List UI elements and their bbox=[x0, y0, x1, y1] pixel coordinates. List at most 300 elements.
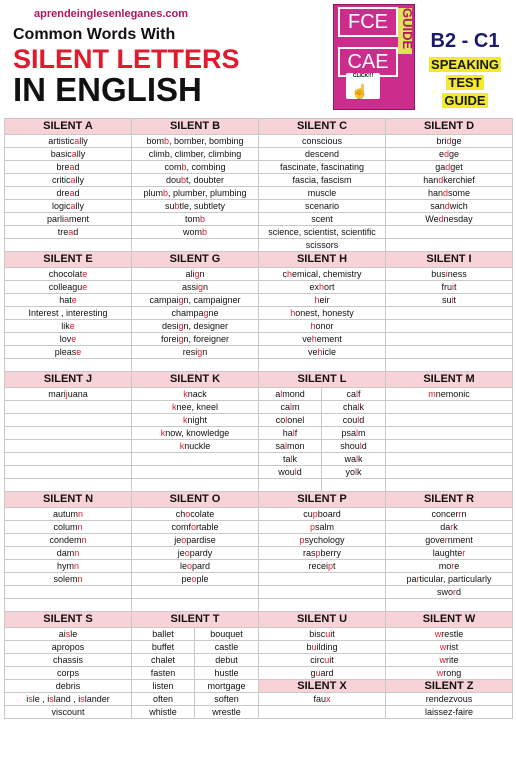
silent-letter: w bbox=[434, 629, 442, 639]
word-cell bbox=[386, 440, 513, 453]
word-cell bbox=[386, 599, 513, 612]
silent-letter: k bbox=[179, 441, 185, 451]
word-cell: sword bbox=[386, 586, 513, 599]
silent-letter: r bbox=[462, 548, 466, 558]
word-cell: whistle bbox=[132, 706, 195, 719]
silent-letter: l bbox=[292, 428, 295, 438]
word-cell: tomb bbox=[132, 213, 259, 226]
silent-letter: b bbox=[200, 214, 206, 224]
silent-letter: a bbox=[63, 214, 69, 224]
word-cell: circuit bbox=[259, 654, 386, 667]
word-cell: faux bbox=[259, 693, 386, 706]
silent-letter: a bbox=[70, 201, 76, 211]
word-cell: apropos bbox=[5, 641, 132, 654]
table-row bbox=[5, 135, 513, 148]
word-cell: calm bbox=[259, 401, 322, 414]
silent-letter: b bbox=[163, 136, 169, 146]
word-cell: yolk bbox=[322, 466, 386, 479]
table-row bbox=[5, 586, 513, 599]
word-cell: jeopardise bbox=[132, 534, 259, 547]
silent-letter: r bbox=[451, 561, 455, 571]
silent-letter: o bbox=[186, 561, 192, 571]
silent-letter: b bbox=[174, 201, 180, 211]
word-cell: soften bbox=[195, 693, 259, 706]
silent-letter: r bbox=[444, 535, 448, 545]
word-cell: gadget bbox=[386, 161, 513, 174]
word-cell: tread bbox=[5, 226, 132, 239]
word-cell: champagne bbox=[132, 307, 259, 320]
word-cell: psalm bbox=[259, 521, 386, 534]
table-row bbox=[5, 599, 513, 612]
table-row bbox=[5, 693, 513, 706]
section-header-row bbox=[5, 252, 513, 268]
word-cell: listen bbox=[132, 680, 195, 693]
word-cell: condemn bbox=[5, 534, 132, 547]
silent-letter: n bbox=[77, 522, 83, 532]
word-cell: walk bbox=[322, 453, 386, 466]
word-cell bbox=[386, 427, 513, 440]
word-cell: government bbox=[386, 534, 513, 547]
word-cell: conscious bbox=[259, 135, 386, 148]
silent-letter: j bbox=[65, 389, 68, 399]
silent-letter: d bbox=[446, 136, 452, 146]
silent-letter: p bbox=[327, 561, 333, 571]
word-cell: assign bbox=[132, 281, 259, 294]
word-cell: love bbox=[5, 333, 132, 346]
silent-letter: u bbox=[315, 668, 321, 678]
column-header: SILENT C bbox=[259, 119, 386, 135]
table-row bbox=[5, 654, 513, 667]
table-row bbox=[5, 294, 513, 307]
silent-letter: e bbox=[71, 295, 77, 305]
silent-letter: r bbox=[450, 522, 454, 532]
word-cell: business bbox=[386, 268, 513, 281]
column-header: SILENT P bbox=[259, 492, 386, 508]
word-cell bbox=[132, 359, 259, 372]
silent-letter: p bbox=[315, 548, 321, 558]
word-cell: column bbox=[5, 521, 132, 534]
word-cell: knuckle bbox=[132, 440, 259, 453]
word-cell: fasten bbox=[132, 667, 195, 680]
word-cell bbox=[259, 586, 386, 599]
word-cell: could bbox=[322, 414, 386, 427]
silent-letter: b bbox=[162, 188, 168, 198]
word-cell: salmon bbox=[259, 440, 322, 453]
word-cell: bread bbox=[5, 161, 132, 174]
word-cell: heir bbox=[259, 294, 386, 307]
silent-letter: s bbox=[65, 629, 71, 639]
word-cell: hate bbox=[5, 294, 132, 307]
silent-letter: n bbox=[74, 561, 80, 571]
word-cell: particular, particularly bbox=[386, 573, 513, 586]
word-cell: knee, kneel bbox=[132, 401, 259, 414]
badge-line-1: SPEAKING bbox=[431, 57, 499, 72]
silent-letter: l bbox=[356, 389, 358, 399]
table-row bbox=[5, 706, 513, 719]
column-header: SILENT I bbox=[386, 252, 513, 268]
silent-letter: o bbox=[191, 574, 197, 584]
silent-letters-table bbox=[4, 118, 513, 719]
word-cell bbox=[386, 239, 513, 252]
word-cell: Wednesday bbox=[386, 213, 513, 226]
word-cell bbox=[386, 320, 513, 333]
silent-letter: p bbox=[312, 509, 318, 519]
silent-letter: o bbox=[185, 509, 191, 519]
table-row bbox=[5, 226, 513, 239]
word-cell: laissez-faire bbox=[386, 706, 513, 719]
silent-letter: a bbox=[69, 188, 75, 198]
silent-letter: n bbox=[74, 548, 80, 558]
silent-letter: n bbox=[77, 574, 83, 584]
word-cell bbox=[132, 479, 259, 492]
word-cell: castle bbox=[195, 641, 259, 654]
word-cell bbox=[5, 453, 132, 466]
silent-letter: h bbox=[317, 347, 323, 357]
word-cell bbox=[386, 479, 513, 492]
column-header: SILENT O bbox=[132, 492, 259, 508]
word-cell bbox=[132, 453, 259, 466]
word-cell: chassis bbox=[5, 654, 132, 667]
word-cell: campaign, campaigner bbox=[132, 294, 259, 307]
word-cell: mortgage bbox=[195, 680, 259, 693]
hand-pointer-icon: ☝ bbox=[351, 83, 369, 99]
silent-letter: p bbox=[299, 535, 305, 545]
column-header: SILENT G bbox=[132, 252, 259, 268]
word-cell: building bbox=[259, 641, 386, 654]
silent-letter: o bbox=[184, 548, 190, 558]
word-cell: climb, climber, climbing bbox=[132, 148, 259, 161]
table-row bbox=[5, 320, 513, 333]
silent-letter: g bbox=[203, 308, 209, 318]
word-cell: corps bbox=[5, 667, 132, 680]
word-cell: dark bbox=[386, 521, 513, 534]
word-cell: should bbox=[322, 440, 386, 453]
column-header: SILENT Z bbox=[386, 680, 513, 693]
silent-letter: l bbox=[280, 389, 283, 399]
word-cell: parliament bbox=[5, 213, 132, 226]
word-cell: solemn bbox=[5, 573, 132, 586]
silent-letter: l bbox=[356, 454, 358, 464]
section-header-row bbox=[5, 372, 513, 388]
silent-letter: l bbox=[285, 415, 288, 425]
word-cell: dread bbox=[5, 187, 132, 200]
word-cell: Interest , interesting bbox=[5, 307, 132, 320]
silent-letter: h bbox=[286, 269, 292, 279]
silent-letter: l bbox=[357, 415, 360, 425]
silent-letter: r bbox=[416, 574, 420, 584]
fce-cae-guide-book-image[interactable] bbox=[333, 4, 415, 110]
word-cell: knack bbox=[132, 388, 259, 401]
word-cell: honest, honesty bbox=[259, 307, 386, 320]
word-cell bbox=[386, 414, 513, 427]
word-cell: autumn bbox=[5, 508, 132, 521]
word-cell: psalm bbox=[322, 427, 386, 440]
word-cell: hymn bbox=[5, 560, 132, 573]
silent-letter: k bbox=[182, 415, 188, 425]
word-cell bbox=[5, 427, 132, 440]
table-row bbox=[5, 239, 513, 252]
silent-letter: i bbox=[445, 269, 448, 279]
word-cell: isle , island , islander bbox=[5, 693, 132, 706]
word-cell: chocolate bbox=[132, 508, 259, 521]
silent-letter: o bbox=[181, 535, 187, 545]
word-cell: almond bbox=[259, 388, 322, 401]
word-cell: colonel bbox=[259, 414, 322, 427]
silent-letter: d bbox=[445, 162, 451, 172]
word-cell: receipt bbox=[259, 560, 386, 573]
table-row bbox=[5, 307, 513, 320]
word-cell: critically bbox=[5, 174, 132, 187]
word-cell: bridge bbox=[386, 135, 513, 148]
word-cell bbox=[132, 466, 259, 479]
silent-letter: d bbox=[438, 214, 444, 224]
word-cell bbox=[386, 453, 513, 466]
word-cell: debut bbox=[195, 654, 259, 667]
word-cell: doubt, doubter bbox=[132, 174, 259, 187]
silent-letter: h bbox=[311, 334, 317, 344]
silent-letter: g bbox=[178, 334, 184, 344]
table-row bbox=[5, 200, 513, 213]
table-row bbox=[5, 667, 513, 680]
word-cell bbox=[132, 586, 259, 599]
word-cell bbox=[259, 599, 386, 612]
column-header: SILENT R bbox=[386, 492, 513, 508]
word-cell: viscount bbox=[5, 706, 132, 719]
table-row bbox=[5, 628, 513, 641]
word-cell bbox=[322, 479, 386, 492]
column-header: SILENT U bbox=[259, 612, 386, 628]
word-cell: fascia, fascism bbox=[259, 174, 386, 187]
word-cell: fruit bbox=[386, 281, 513, 294]
silent-letter: e bbox=[82, 269, 88, 279]
silent-letter: e bbox=[82, 282, 88, 292]
word-cell: plumb, plumber, plumbing bbox=[132, 187, 259, 200]
table-row bbox=[5, 534, 513, 547]
word-cell: handsome bbox=[386, 187, 513, 200]
word-cell: concerrn bbox=[386, 508, 513, 521]
silent-letter: h bbox=[290, 308, 296, 318]
word-cell: debris bbox=[5, 680, 132, 693]
title-line-3: IN ENGLISH bbox=[13, 71, 202, 108]
section-header-row bbox=[5, 119, 513, 135]
book-cae-label: CAE bbox=[338, 47, 398, 77]
word-cell: mnemonic bbox=[386, 388, 513, 401]
silent-letter: g bbox=[197, 282, 203, 292]
word-cell: fascinate, fascinating bbox=[259, 161, 386, 174]
table-row bbox=[5, 281, 513, 294]
table-row bbox=[5, 573, 513, 586]
silent-letter: l bbox=[290, 454, 293, 464]
word-cell bbox=[5, 599, 132, 612]
table-row bbox=[5, 680, 513, 693]
word-cell bbox=[386, 307, 513, 320]
word-cell bbox=[132, 599, 259, 612]
silent-letter: w bbox=[439, 655, 446, 665]
word-cell: chemical, chemistry bbox=[259, 268, 386, 281]
word-cell bbox=[5, 414, 132, 427]
word-cell bbox=[5, 401, 132, 414]
word-cell bbox=[5, 239, 132, 252]
word-cell: calf bbox=[322, 388, 386, 401]
table-row bbox=[5, 388, 513, 401]
word-cell: bomb, bomber, bombing bbox=[132, 135, 259, 148]
table-row bbox=[5, 427, 513, 440]
silent-letter: n bbox=[81, 535, 87, 545]
silent-letter: l bbox=[357, 402, 360, 412]
word-cell bbox=[386, 466, 513, 479]
word-cell bbox=[5, 440, 132, 453]
column-header: SILENT K bbox=[132, 372, 259, 388]
word-cell: logically bbox=[5, 200, 132, 213]
table-row bbox=[5, 161, 513, 174]
table-row bbox=[5, 401, 513, 414]
table-row bbox=[5, 560, 513, 573]
silent-letter: b bbox=[181, 162, 187, 172]
table-row bbox=[5, 508, 513, 521]
word-cell: muscle bbox=[259, 187, 386, 200]
word-cell: wrestle bbox=[386, 628, 513, 641]
word-cell bbox=[386, 346, 513, 359]
word-cell: biscuit bbox=[259, 628, 386, 641]
speaking-test-guide-badge bbox=[415, 56, 515, 110]
word-cell bbox=[5, 466, 132, 479]
word-cell: foreign, foreigner bbox=[132, 333, 259, 346]
silent-letter: g bbox=[178, 295, 184, 305]
silent-letter: g bbox=[194, 269, 200, 279]
word-cell bbox=[259, 359, 386, 372]
word-cell: cupboard bbox=[259, 508, 386, 521]
word-cell bbox=[5, 479, 132, 492]
word-cell bbox=[259, 706, 386, 719]
word-cell: knight bbox=[132, 414, 259, 427]
word-cell: hustle bbox=[195, 667, 259, 680]
silent-letter: l bbox=[285, 441, 287, 451]
silent-letter: w bbox=[436, 668, 444, 678]
word-cell: vehicle bbox=[259, 346, 386, 359]
silent-letter: a bbox=[70, 175, 76, 185]
site-url[interactable]: aprendeinglesenleganes.com bbox=[34, 8, 189, 20]
silent-letter: k bbox=[171, 402, 177, 412]
word-cell: raspberry bbox=[259, 547, 386, 560]
silent-letter: d bbox=[443, 149, 449, 159]
word-cell: talk bbox=[259, 453, 322, 466]
column-header: SILENT X bbox=[259, 680, 386, 693]
silent-letter: r bbox=[453, 587, 456, 597]
word-cell: write bbox=[386, 654, 513, 667]
silent-letter: e bbox=[69, 321, 75, 331]
silent-letter: s bbox=[80, 694, 85, 704]
table-row bbox=[5, 174, 513, 187]
table-row bbox=[5, 521, 513, 534]
word-cell: bouquet bbox=[195, 628, 259, 641]
word-cell: laughter bbox=[386, 547, 513, 560]
silent-letter: s bbox=[28, 694, 33, 704]
table-row bbox=[5, 466, 513, 479]
word-cell: buffet bbox=[132, 641, 195, 654]
silent-letter: a bbox=[68, 227, 74, 237]
table-row bbox=[5, 346, 513, 359]
silent-letter: h bbox=[318, 282, 324, 292]
word-cell: scent bbox=[259, 213, 386, 226]
word-cell: scenario bbox=[259, 200, 386, 213]
silent-letter: l bbox=[359, 441, 362, 451]
badge-line-2: TEST bbox=[448, 75, 482, 90]
word-cell: wrong bbox=[386, 667, 513, 680]
table-row bbox=[5, 641, 513, 654]
word-cell: design, designer bbox=[132, 320, 259, 333]
word-cell: wrist bbox=[386, 641, 513, 654]
column-header: SILENT L bbox=[259, 372, 386, 388]
title-line-1: Common Words With bbox=[13, 26, 176, 43]
silent-letter: b bbox=[202, 227, 208, 237]
table-row bbox=[5, 333, 513, 346]
word-cell: marijuana bbox=[5, 388, 132, 401]
word-cell: often bbox=[132, 693, 195, 706]
word-cell bbox=[5, 359, 132, 372]
silent-letter: h bbox=[310, 321, 316, 331]
word-cell: align bbox=[132, 268, 259, 281]
silent-letter: l bbox=[294, 467, 297, 477]
silent-letter: d bbox=[443, 188, 449, 198]
word-cell: handkerchief bbox=[386, 174, 513, 187]
word-cell: colleague bbox=[5, 281, 132, 294]
silent-letter: d bbox=[438, 175, 444, 185]
table-row bbox=[5, 479, 513, 492]
word-cell: honor bbox=[259, 320, 386, 333]
word-cell: vehement bbox=[259, 333, 386, 346]
word-cell: people bbox=[132, 573, 259, 586]
word-cell: subtle, subtlety bbox=[132, 200, 259, 213]
section-header-row bbox=[5, 612, 513, 628]
word-cell: wrestle bbox=[195, 706, 259, 719]
table-row bbox=[5, 213, 513, 226]
silent-letter: r bbox=[458, 509, 462, 519]
word-cell bbox=[386, 226, 513, 239]
word-cell: basically bbox=[5, 148, 132, 161]
column-header: SILENT M bbox=[386, 372, 513, 388]
silent-letter: k bbox=[160, 428, 166, 438]
table-row bbox=[5, 453, 513, 466]
column-header: SILENT W bbox=[386, 612, 513, 628]
silent-letter: a bbox=[71, 149, 77, 159]
word-cell: aisle bbox=[5, 628, 132, 641]
word-cell: guard bbox=[259, 667, 386, 680]
word-cell: comfortable bbox=[132, 521, 259, 534]
word-cell: chalet bbox=[132, 654, 195, 667]
word-cell: exhort bbox=[259, 281, 386, 294]
column-header: SILENT D bbox=[386, 119, 513, 135]
silent-letter: m bbox=[428, 389, 436, 399]
book-fce-label: FCE bbox=[338, 7, 398, 37]
word-cell: sandwich bbox=[386, 200, 513, 213]
silent-letter: e bbox=[76, 347, 82, 357]
word-cell: artistically bbox=[5, 135, 132, 148]
word-cell: descend bbox=[259, 148, 386, 161]
word-cell: please bbox=[5, 346, 132, 359]
table-row bbox=[5, 187, 513, 200]
word-cell: chocolate bbox=[5, 268, 132, 281]
word-cell: suit bbox=[386, 294, 513, 307]
table-row bbox=[5, 414, 513, 427]
column-header: SILENT H bbox=[259, 252, 386, 268]
silent-letter: n bbox=[78, 509, 84, 519]
badge-line-3: GUIDE bbox=[444, 93, 486, 108]
silent-letter: a bbox=[74, 136, 80, 146]
book-click-label: CLICK!!! bbox=[346, 73, 380, 99]
column-header: SILENT B bbox=[132, 119, 259, 135]
word-cell: resign bbox=[132, 346, 259, 359]
silent-letter: e bbox=[71, 334, 77, 344]
